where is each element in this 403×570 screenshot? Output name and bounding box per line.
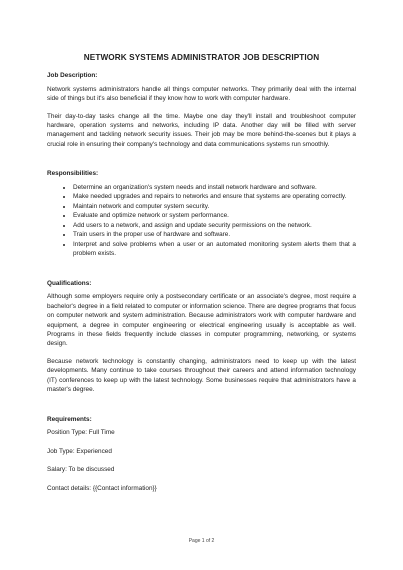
requirement-salary: Salary: To be discussed — [47, 466, 115, 474]
requirement-job-type: Job Type: Experienced — [47, 447, 112, 455]
responsibility-item: • Interpret and solve problems when a user or an automated monitoring system alerts them that a problem exists. — [73, 240, 356, 259]
document-title: NETWORK SYSTEMS ADMINISTRATOR JOB DESCRIPTION — [83, 53, 320, 62]
responsibility-item: • Determine an organization's system needs and install network hardware and software. — [73, 183, 356, 192]
qualifications-heading: Qualifications: — [47, 279, 92, 287]
job-description-paragraph: Their day-to-day tasks change all the time. Maybe one day they'll install and troubleshoot computer hardware, operation systems and networks, including IP data. Another day will be filled with server management and tackling network security issues. Their job may be more behind-the-scenes but it plays a crucial role in ensuring their company's technology and data communications systems run smoothly. — [47, 112, 356, 148]
job-description-heading: Job Description: — [47, 72, 98, 80]
section-spacer — [47, 267, 356, 279]
requirements-heading: Requirements: — [47, 415, 92, 423]
responsibility-item: • Train users in the proper use of hardware and software. — [73, 230, 356, 239]
page-number-footer: Page 1 of 2 — [188, 538, 215, 544]
responsibilities-list — [47, 183, 356, 259]
qualifications-paragraph: Because network technology is constantly changing, administrators need to keep up with the latest developments. Many continue to take courses throughout their careers and attend information technology (IT) conferences to keep up with the latest technology. Some businesses require that administrators have a master's degree. — [47, 357, 356, 394]
responsibility-item: • Evaluate and optimize network or system performance. — [73, 211, 356, 220]
responsibility-item: • Make needed upgrades and repairs to networks and ensure that systems are operating correctly. — [73, 192, 356, 201]
qualifications-paragraph: Although some employers require only a postsecondary certificate or an associate's degree, most require a bachelor's degree in a field related to computer or information science. There are degree programs that focus on computer network and system administration. Because administrators work with computer hardware and equipment, a degree in computer engineering or electrical engineering usually is acceptable as well. Programs in these fields frequently include classes in computer programming, networking, or systems design. — [47, 293, 356, 348]
section-spacer — [47, 403, 356, 415]
job-description-paragraph: Network systems administrators handle all things computer networks. They primarily deal with the internal side of things but it's also beneficial if they know how to work with computer hardware. — [47, 85, 356, 103]
responsibility-item: • Add users to a network, and assign and update security permissions on the network. — [73, 221, 356, 230]
section-spacer — [47, 157, 356, 169]
requirement-position-type: Position Type: Full Time — [47, 429, 115, 437]
responsibilities-heading: Responsibilities: — [47, 170, 99, 178]
requirement-contact-details: Contact details: {{Contact information}} — [47, 484, 157, 492]
responsibility-item: • Maintain network and computer system security. — [73, 202, 356, 211]
